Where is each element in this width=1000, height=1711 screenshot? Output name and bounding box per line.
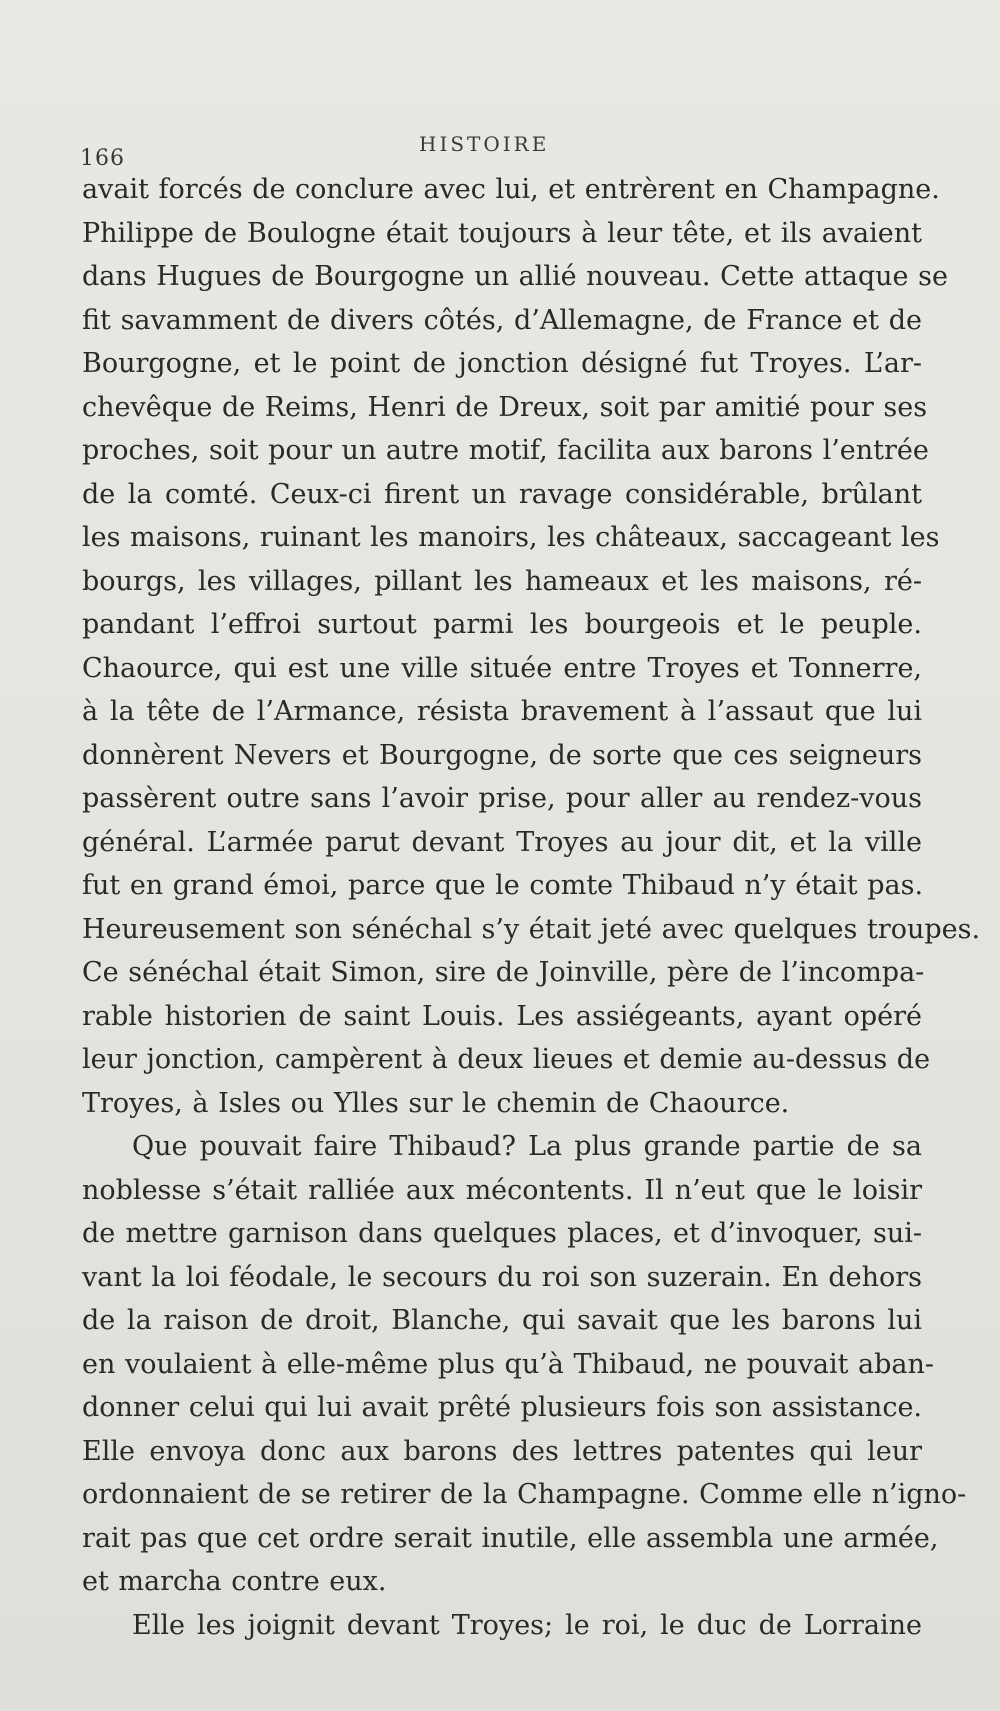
text-line: à la tête de l’Armance, résista bravement à l’assaut que lui: [82, 696, 922, 727]
text-line: vant la loi féodale, le secours du roi son suzerain. En dehors: [82, 1261, 922, 1293]
text-line: rait pas que cet ordre serait inutile, elle assembla une armée,: [82, 1522, 939, 1554]
text-line: avait forcés de conclure avec lui, et entrèrent en Champagne.: [82, 174, 940, 205]
text-line: bourgs, les villages, pillant les hameaux et les maisons, ré-: [82, 565, 922, 597]
text-line-paragraph-end: et marcha contre eux.: [82, 1566, 387, 1597]
text-line-paragraph-start: Que pouvait faire Thibaud? La plus grande partie de sa: [132, 1131, 922, 1162]
text-line: pandant l’effroi surtout parmi les bourgeois et le peuple.: [82, 609, 922, 640]
text-line-paragraph-start: Elle les joignit devant Troyes; le roi, le duc de Lorraine: [132, 1609, 922, 1641]
text-line: ordonnaient de se retirer de la Champagne. Comme elle n’igno-: [82, 1479, 967, 1510]
text-line: Chaource, qui est une ville située entre Troyes et Tonnerre,: [82, 652, 922, 684]
text-line: Bourgogne, et le point de jonction désigné fut Troyes. L’ar-: [82, 348, 922, 379]
text-line: Elle envoya donc aux barons des lettres patentes qui leur: [82, 1435, 922, 1467]
body-text: [82, 168, 981, 1647]
text-line: dans Hugues de Bourgogne un allié nouveau. Cette attaque se: [82, 261, 948, 292]
text-line: de la comté. Ceux-ci firent un ravage considérable, brûlant: [82, 478, 922, 510]
text-line: en voulaient à elle-même plus qu’à Thibaud, ne pouvait aban-: [82, 1348, 935, 1380]
text-line: donner celui qui lui avait prêté plusieurs fois son assistance.: [82, 1392, 922, 1423]
text-line: les maisons, ruinant les manoirs, les châteaux, saccageant les: [82, 522, 940, 553]
text-line: rable historien de saint Louis. Les assiégeants, ayant opéré: [82, 1000, 922, 1032]
page-number: 166: [80, 146, 125, 171]
text-line: de mettre garnison dans quelques places, et d’invoquer, sui-: [82, 1218, 922, 1249]
text-line: fut en grand émoi, parce que le comte Thibaud n’y était pas.: [82, 870, 924, 901]
text-line: Ce sénéchal était Simon, sire de Joinville, père de l’incompa-: [82, 957, 925, 988]
text-line: passèrent outre sans l’avoir prise, pour aller au rendez-vous: [82, 783, 922, 814]
running-head: HISTOIRE: [419, 132, 550, 156]
text-line: général. L’armée parut devant Troyes au jour dit, et la ville: [82, 826, 922, 858]
page-header: [0, 128, 1000, 171]
text-line: fit savamment de divers côtés, d’Allemagne, de France et de: [82, 304, 922, 336]
text-line: leur jonction, campèrent à deux lieues et demie au-dessus de: [82, 1044, 931, 1075]
text-line: de la raison de droit, Blanche, qui savait que les barons lui: [82, 1305, 922, 1336]
text-line: donnèrent Nevers et Bourgogne, de sorte que ces seigneurs: [82, 739, 922, 771]
text-line: noblesse s’était ralliée aux mécontents. Il n’eut que le loisir: [82, 1174, 922, 1206]
text-line-paragraph-end: Troyes, à Isles ou Ylles sur le chemin de Chaource.: [82, 1087, 790, 1119]
text-line: chevêque de Reims, Henri de Dreux, soit par amitié pour ses: [82, 391, 928, 423]
text-line: proches, soit pour un autre motif, facilita aux barons l’entrée: [82, 435, 929, 466]
text-line: Philippe de Boulogne était toujours à leur tête, et ils avaient: [82, 217, 922, 249]
text-line: Heureusement son sénéchal s’y était jeté avec quelques troupes.: [82, 913, 981, 945]
